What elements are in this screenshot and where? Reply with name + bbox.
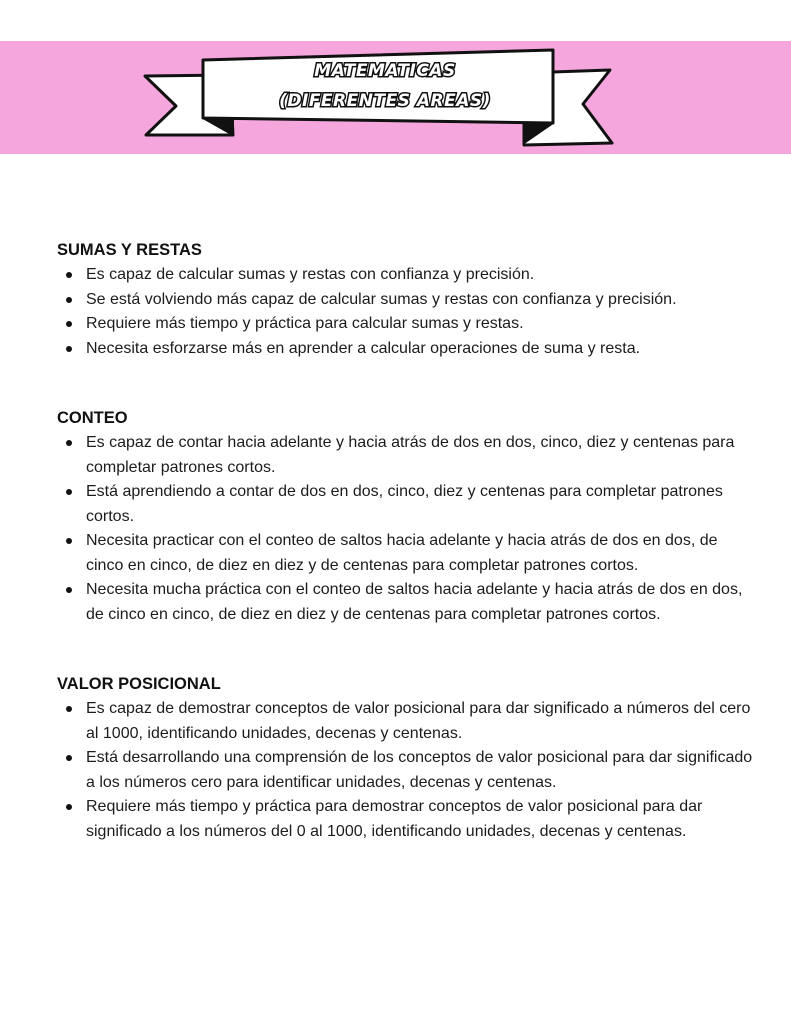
list-item: Está aprendiendo a contar de dos en dos, cinco, diez y centenas para completar patrones cortos.	[86, 480, 757, 529]
comment-list	[57, 431, 757, 627]
list-item: Requiere más tiempo y práctica para demostrar conceptos de valor posicional para dar significado a los números del 0 al 1000, identificando unidades, decenas y centenas.	[86, 795, 757, 844]
banner-title-line1: MATEMATICAS	[314, 61, 456, 81]
report-content	[57, 238, 757, 844]
list-item: Se está volviendo más capaz de calcular sumas y restas con confianza y precisión.	[86, 288, 757, 313]
list-item: Necesita esforzarse más en aprender a calcular operaciones de suma y resta.	[86, 337, 757, 362]
section-title: CONTEO	[57, 409, 128, 427]
list-item: Es capaz de demostrar conceptos de valor posicional para dar significado a números del cero al 1000, identificando unidades, decenas y centenas.	[86, 697, 757, 746]
section-title: SUMAS Y RESTAS	[57, 241, 202, 259]
section-conteo	[57, 406, 757, 627]
list-item: Requiere más tiempo y práctica para calcular sumas y restas.	[86, 312, 757, 337]
list-item: Es capaz de contar hacia adelante y hacia atrás de dos en dos, cinco, diez y centenas para completar patrones cortos.	[86, 431, 757, 480]
list-item: Necesita mucha práctica con el conteo de saltos hacia adelante y hacia atrás de dos en dos, de cinco en cinco, de diez en diez y de centenas para completar patrones cortos.	[86, 578, 757, 627]
comment-list	[57, 263, 757, 361]
list-item: Es capaz de calcular sumas y restas con confianza y precisión.	[86, 263, 757, 288]
list-item: Está desarrollando una comprensión de los conceptos de valor posicional para dar significado a los números cero para identificar unidades, decenas y centenas.	[86, 746, 757, 795]
section-sumas-y-restas	[57, 238, 757, 361]
comment-list	[57, 697, 757, 844]
list-item: Necesita practicar con el conteo de saltos hacia adelante y hacia atrás de dos en dos, de cinco en cinco, de diez en diez y de centenas para completar patrones cortos.	[86, 529, 757, 578]
section-valor-posicional	[57, 672, 757, 844]
banner-title-line2: (DIFERENTES AREAS)	[279, 91, 491, 111]
title-ribbon-banner	[0, 0, 791, 160]
section-title: VALOR POSICIONAL	[57, 675, 221, 693]
